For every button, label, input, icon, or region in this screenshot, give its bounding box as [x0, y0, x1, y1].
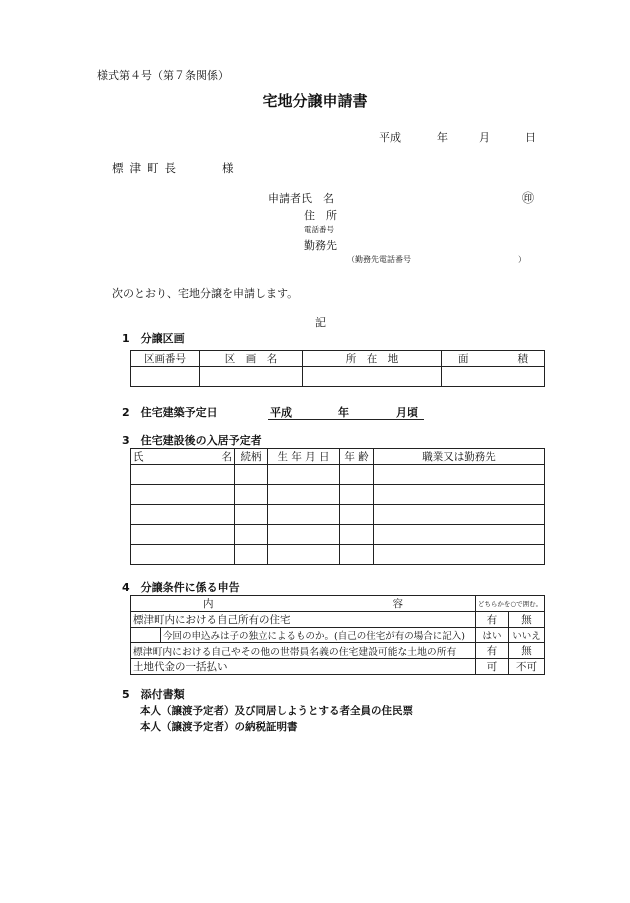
table-row: [131, 525, 545, 545]
resident-name-cell[interactable]: [131, 525, 235, 545]
plot-number-cell[interactable]: [131, 367, 200, 387]
applicant-name-label: 申請者氏 名: [268, 192, 334, 205]
table-row: [131, 659, 545, 675]
build-date-year: 年: [338, 406, 349, 419]
resident-header-name: [131, 449, 235, 465]
area-label-right: 積: [517, 353, 528, 365]
conditions-header-note: どちらかを○で囲む。: [476, 596, 545, 612]
condition-option-yes[interactable]: はい: [476, 628, 509, 643]
condition-text: 今回の申込みは子の独立によるものか。(自己の住宅が有の場合に記入): [161, 628, 476, 643]
content-label-left: 内: [203, 598, 214, 610]
resident-name-cell[interactable]: [131, 505, 235, 525]
resident-relation-cell[interactable]: [235, 525, 268, 545]
condition-text: 土地代金の一括払い: [131, 659, 476, 675]
plot-header-number: 区画番号: [131, 351, 200, 367]
content-label-right: 容: [392, 598, 403, 610]
section5-heading: 5 添付書類: [122, 688, 185, 701]
date-month-label: 月: [479, 131, 490, 144]
condition-option-yes[interactable]: 有: [476, 643, 509, 659]
work-phone-close: ）: [518, 255, 526, 264]
resident-name-cell[interactable]: [131, 485, 235, 505]
conditions-header-content: [131, 596, 476, 612]
condition-option-yes[interactable]: 可: [476, 659, 509, 675]
section3-heading: 3 住宅建設後の入居予定者: [122, 434, 262, 447]
resident-header-job: 職業又は勤務先: [374, 449, 545, 465]
table-row: [131, 643, 545, 659]
date-day-label: 日: [525, 131, 536, 144]
resident-job-cell[interactable]: [374, 505, 545, 525]
seal-mark: ㊞: [522, 191, 535, 205]
attachment-item: 本人（譲渡予定者）及び同居しようとする者全員の住民票: [140, 705, 413, 717]
plot-header-name: 区 画 名: [200, 351, 303, 367]
resident-age-cell[interactable]: [340, 485, 374, 505]
resident-job-cell[interactable]: [374, 525, 545, 545]
table-row: [131, 505, 545, 525]
resident-header-relation: 続柄: [235, 449, 268, 465]
plot-table: [130, 350, 545, 387]
resident-relation-cell[interactable]: [235, 545, 268, 565]
table-row: [131, 465, 545, 485]
resident-birth-cell[interactable]: [268, 545, 340, 565]
resident-job-cell[interactable]: [374, 545, 545, 565]
condition-text: 標津町内における自己所有の住宅: [131, 612, 476, 628]
section4-heading: 4 分譲条件に係る申告: [122, 581, 240, 594]
applicant-phone-label: 電話番号: [304, 225, 334, 234]
section1-heading: 1 分譲区画: [122, 332, 185, 345]
conditions-table: [130, 595, 545, 675]
resident-age-cell[interactable]: [340, 465, 374, 485]
build-date-month: 月頃: [396, 406, 418, 419]
addressee-honorific: 様: [222, 161, 234, 175]
plot-header-area: [442, 351, 545, 367]
plot-location-cell[interactable]: [303, 367, 442, 387]
resident-header-age: 年 齢: [340, 449, 374, 465]
applicant-address-label: 住 所: [304, 209, 337, 222]
resident-age-cell[interactable]: [340, 545, 374, 565]
resident-age-cell[interactable]: [340, 525, 374, 545]
condition-option-no[interactable]: 無: [509, 643, 545, 659]
resident-birth-cell[interactable]: [268, 505, 340, 525]
name-label-left: 氏: [133, 451, 144, 463]
work-phone-label: （勤務先電話番号: [347, 255, 411, 264]
build-date-era: 平成: [270, 406, 292, 419]
resident-header-birth: 生 年 月 日: [268, 449, 340, 465]
resident-age-cell[interactable]: [340, 505, 374, 525]
table-row: [131, 612, 545, 628]
resident-job-cell[interactable]: [374, 485, 545, 505]
indent-cell: [131, 628, 161, 643]
form-number: 様式第４号（第７条関係）: [97, 69, 229, 82]
plot-area-cell[interactable]: [442, 367, 545, 387]
resident-name-cell[interactable]: [131, 545, 235, 565]
page-title: 宅地分譲申請書: [262, 92, 368, 110]
intro-text: 次のとおり、宅地分譲を申請します。: [112, 287, 299, 300]
section2-heading: 2 住宅建築予定日: [122, 406, 218, 419]
applicant-work-label: 勤務先: [304, 239, 337, 252]
residents-table: [130, 448, 545, 565]
resident-birth-cell[interactable]: [268, 465, 340, 485]
condition-option-no[interactable]: 不可: [509, 659, 545, 675]
condition-option-no[interactable]: いいえ: [509, 628, 545, 643]
build-date-underline: [268, 419, 424, 420]
condition-option-no[interactable]: 無: [509, 612, 545, 628]
resident-relation-cell[interactable]: [235, 485, 268, 505]
area-label-left: 面: [458, 353, 469, 365]
resident-relation-cell[interactable]: [235, 505, 268, 525]
date-era: 平成: [379, 131, 401, 144]
date-year-label: 年: [437, 131, 448, 144]
resident-relation-cell[interactable]: [235, 465, 268, 485]
table-row: [131, 485, 545, 505]
name-label-right: 名: [221, 451, 232, 463]
plot-header-location: 所 在 地: [303, 351, 442, 367]
resident-name-cell[interactable]: [131, 465, 235, 485]
condition-option-yes[interactable]: 有: [476, 612, 509, 628]
resident-birth-cell[interactable]: [268, 485, 340, 505]
addressee-name: 標津町長: [112, 161, 182, 175]
attachment-item: 本人（譲渡予定者）の納税証明書: [140, 721, 298, 733]
table-row: [131, 545, 545, 565]
resident-job-cell[interactable]: [374, 465, 545, 485]
resident-birth-cell[interactable]: [268, 525, 340, 545]
table-row: [131, 628, 545, 643]
ki-label: 記: [315, 316, 326, 329]
plot-name-cell[interactable]: [200, 367, 303, 387]
condition-text: 標津町内における自己やその他の世帯員名義の住宅建設可能な土地の所有: [131, 643, 476, 659]
